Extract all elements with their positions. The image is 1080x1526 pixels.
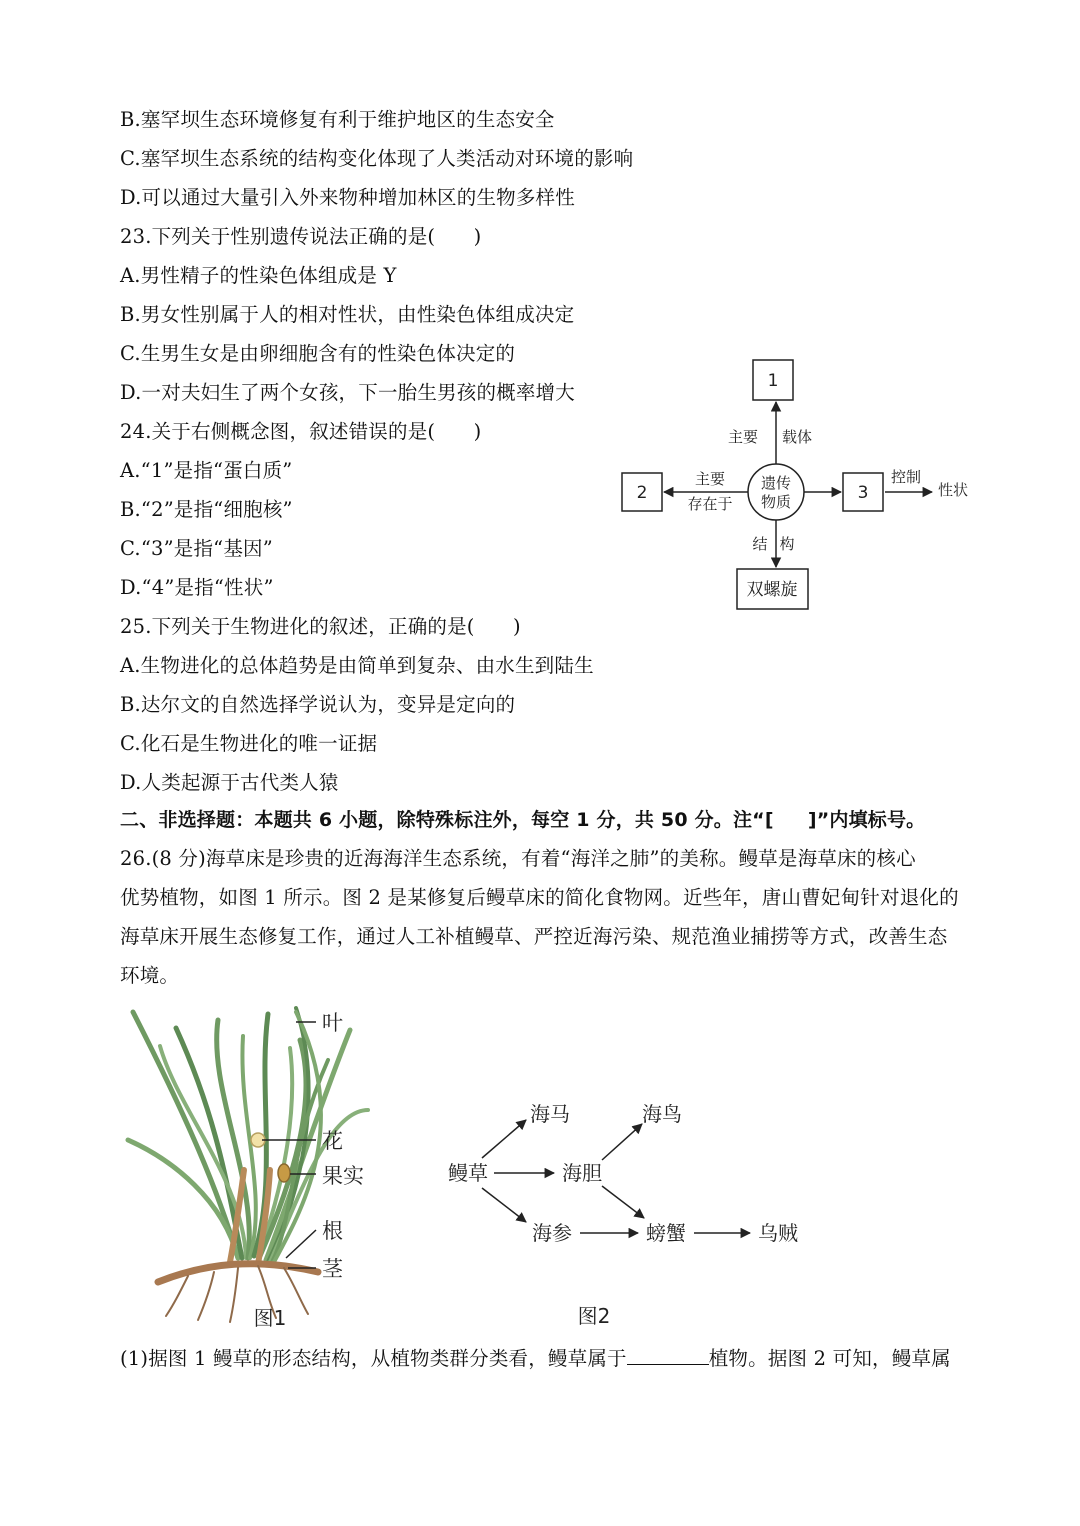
concept-box-2-label: 2 [636, 483, 648, 503]
q26-para-line3: 海草床开展生态修复工作，通过人工补植鳗草、严控近海污染、规范渔业捕捞等方式，改善生态 [120, 925, 948, 948]
q22-option-b: B.塞罕坝生态环境修复有利于维护地区的生态安全 [120, 108, 555, 131]
q24-option-b: B.“2”是指“细胞核” [120, 498, 293, 521]
arrow-urchin-crab [602, 1186, 644, 1218]
q22-option-c: C.塞罕坝生态系统的结构变化体现了人类活动对环境的影响 [120, 147, 634, 170]
label-stem: 茎 [322, 1257, 343, 1281]
node-seahorse: 海马 [530, 1102, 570, 1126]
q23-option-b: B.男女性别属于人的相对性状，由性染色体组成决定 [120, 303, 575, 326]
label-carrier: 载体 [782, 428, 813, 446]
q25-option-a: A.生物进化的总体趋势是由简单到复杂、由水生到陆生 [120, 654, 594, 677]
q24-option-a: A.“1”是指“蛋白质” [120, 459, 293, 482]
q25-option-c: C.化石是生物进化的唯一证据 [120, 732, 378, 755]
q26-para-line1: 26.(8 分)海草床是珍贵的近海海洋生态系统，有着“海洋之肺”的美称。鳗草是海草床的核心 [120, 847, 916, 870]
q25-option-b: B.达尔文的自然选择学说认为，变异是定向的 [120, 693, 516, 716]
center-label-1: 遗传 [760, 474, 792, 492]
q26-sub1: (1)据图 1 鳗草的形态结构，从植物类群分类看，鳗草属于 植物。据图 2 可知，鳗草属 [120, 1347, 951, 1370]
q23-stem: 23.下列关于性别遗传说法正确的是( ) [120, 225, 482, 248]
concept-box-1-label: 1 [767, 371, 779, 391]
figure-2-food-web [430, 1080, 830, 1340]
q26-para-line2: 优势植物，如图 1 所示。图 2 是某修复后鳗草床的简化食物网。近些年，唐山曹妃甸针对退化的 [120, 886, 959, 909]
figure-1-eelgrass [118, 1000, 388, 1340]
label-flower: 花 [322, 1129, 343, 1153]
label-control: 控制 [890, 468, 922, 486]
node-crab: 螃蟹 [646, 1221, 686, 1245]
q25-option-d: D.人类起源于古代类人猿 [120, 771, 339, 794]
q25-stem: 25.下列关于生物进化的叙述，正确的是( ) [120, 615, 521, 638]
double-helix-label: 双螺旋 [746, 580, 798, 600]
label-exists-in: 存在于 [687, 495, 733, 513]
q24-option-c: C.“3”是指“基因” [120, 537, 273, 560]
label-structure-2: 构 [779, 535, 795, 553]
node-sea-urchin: 海胆 [562, 1161, 602, 1185]
label-fruit: 果实 [322, 1164, 364, 1188]
label-main-left: 主要 [694, 470, 726, 488]
q24-stem: 24.关于右侧概念图，叙述错误的是( ) [120, 420, 482, 443]
concept-map [610, 350, 990, 620]
arrow-eelgrass-seahorse [482, 1120, 526, 1158]
node-eelgrass: 鳗草 [448, 1161, 488, 1185]
concept-box-3-label: 3 [857, 483, 869, 503]
q24-option-d: D.“4”是指“性状” [120, 576, 274, 599]
node-seabird: 海鸟 [642, 1102, 682, 1126]
figure-1-caption: 图1 [253, 1306, 287, 1330]
q26-para-line4: 环境。 [120, 964, 180, 987]
center-label-2: 物质 [760, 493, 792, 511]
figure-2-caption: 图2 [577, 1304, 611, 1328]
node-squid: 乌贼 [758, 1221, 798, 1245]
arrow-eelgrass-cucumber [482, 1188, 526, 1222]
answer-blank[interactable] [627, 1346, 709, 1365]
arrow-urchin-seabird [602, 1124, 642, 1160]
genetic-material-node [748, 464, 804, 520]
q23-option-c: C.生男生女是由卵细胞含有的性染色体决定的 [120, 342, 516, 365]
label-main-up: 主要 [727, 428, 758, 446]
q23-option-d: D.一对夫妇生了两个女孩，下一胎生男孩的概率增大 [120, 381, 575, 404]
label-trait: 性状 [937, 481, 969, 499]
label-structure-1: 结 [752, 535, 768, 553]
q22-option-d: D.可以通过大量引入外来物种增加林区的生物多样性 [120, 186, 575, 209]
node-sea-cucumber: 海参 [532, 1221, 572, 1245]
q23-option-a: A.男性精子的性染色体组成是 Y [120, 264, 397, 287]
label-leaf: 叶 [322, 1011, 343, 1035]
section-2-heading: 二、非选择题：本题共 6 小题，除特殊标注外，每空 1 分，共 50 分。注“[ ]”内填标号。 [120, 809, 926, 831]
label-root: 根 [322, 1219, 343, 1243]
